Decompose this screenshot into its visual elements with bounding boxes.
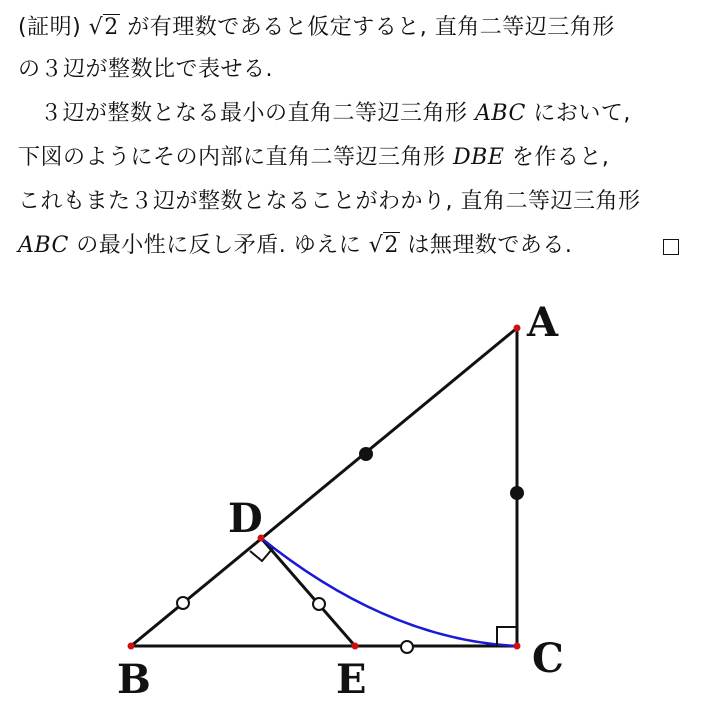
vertex-dot-b xyxy=(128,643,135,650)
sqrt-expression: √2 xyxy=(88,15,119,40)
proof-line-4-text-after: を作ると, xyxy=(511,145,610,170)
vertex-dot-e xyxy=(352,643,359,650)
side-ab xyxy=(131,328,517,646)
equal-mark-open-de xyxy=(313,598,325,610)
proof-line-6-text: の最小性に反し矛盾. ゆえに xyxy=(76,233,362,258)
equal-mark-filled-ad xyxy=(359,447,373,461)
proof-line-2-text: の３辺が整数比で表せる. xyxy=(18,57,273,82)
equal-mark-open-bd xyxy=(177,597,189,609)
proof-line-3-text: ３辺が整数となる最小の直角二等辺三角形 xyxy=(40,101,468,126)
sqrt-radicand-2: 2 xyxy=(384,233,399,258)
equal-mark-open-ec xyxy=(401,641,413,653)
label-c: C xyxy=(532,635,564,682)
right-angle-mark-c xyxy=(497,627,517,646)
arc-dc xyxy=(261,538,517,646)
vertex-dot-a xyxy=(514,325,521,332)
proof-line-1-rest: が有理数であると仮定すると, 直角二等辺三角形 xyxy=(127,15,615,40)
vertex-dot-c xyxy=(514,643,521,650)
equal-mark-filled-ac xyxy=(510,486,524,500)
proof-line-4-text: 下図のようにその内部に直角二等辺三角形 xyxy=(18,145,446,170)
proof-line-3-text-after: において, xyxy=(533,101,631,126)
triangle-abc-math: ABC xyxy=(475,101,526,126)
proof-line-5-text: これもまた３辺が整数となることがわかり, 直角二等辺三角形 xyxy=(18,189,641,214)
label-a: A xyxy=(527,299,559,346)
label-b: B xyxy=(117,656,151,703)
proof-line-6-text-after: は無理数である. xyxy=(407,233,573,258)
triangle-dbe-math: DBE xyxy=(453,145,505,170)
label-d: D xyxy=(228,495,263,542)
label-e: E xyxy=(336,656,367,703)
triangle-abc-math-2: ABC xyxy=(18,233,69,258)
sqrt-radicand: 2 xyxy=(104,15,119,40)
sqrt-expression-2: √2 xyxy=(368,233,399,258)
proof-label: (証明) xyxy=(18,15,82,40)
